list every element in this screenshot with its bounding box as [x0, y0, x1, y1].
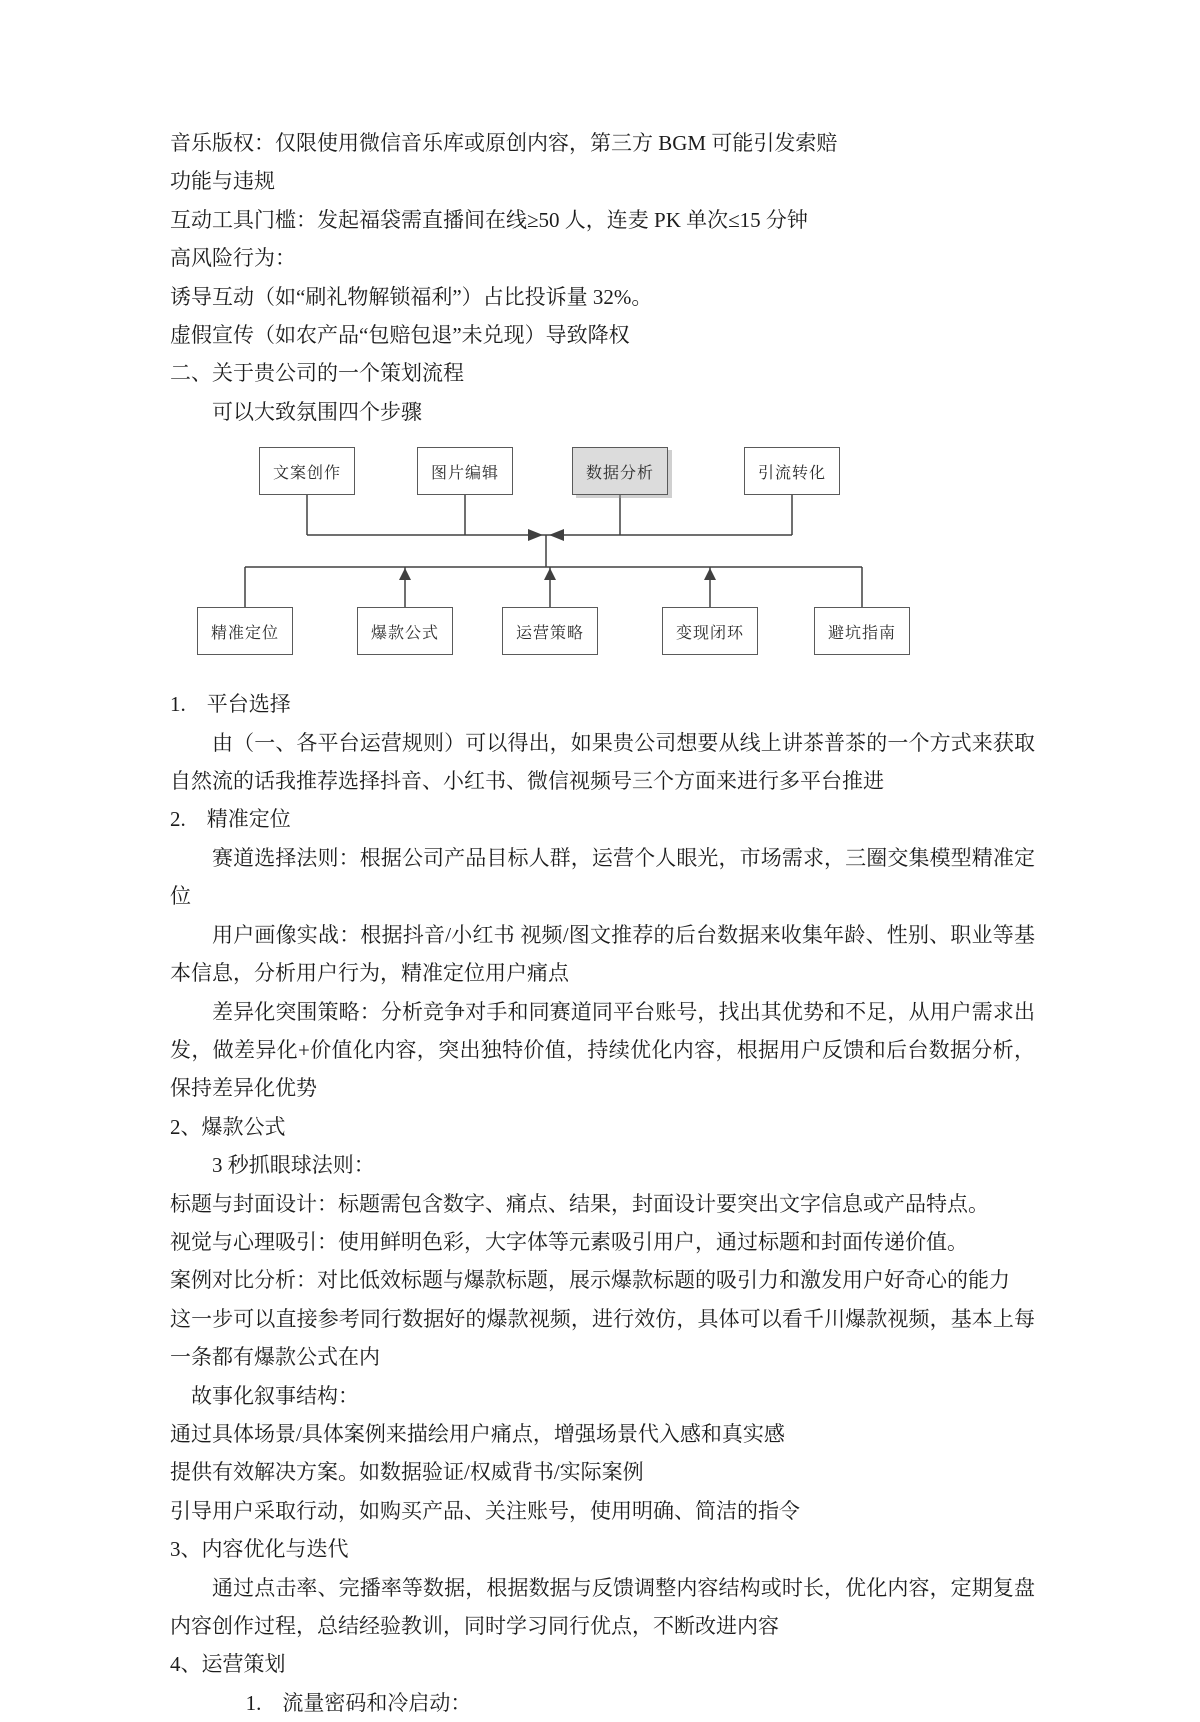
- flowchart-node-pitfall-guide: 避坑指南: [814, 607, 910, 655]
- flowchart-node-traffic-conversion: 引流转化: [744, 447, 840, 495]
- list-item-heading: 1. 流量密码和冷启动：: [245, 1690, 472, 1715]
- paragraph: 标题与封面设计：标题需包含数字、痛点、结果，封面设计要突出文字信息或产品特点。: [170, 1191, 989, 1216]
- flowchart-node-copywriting: 文案创作: [259, 447, 355, 495]
- paragraph: 通过具体场景/具体案例来描绘用户痛点，增强场景代入感和真实感: [170, 1421, 785, 1446]
- paragraph: 高风险行为：: [170, 246, 296, 271]
- flowchart-node-operation-strategy: 运营策略: [502, 607, 598, 655]
- list-item-heading: 3、内容优化与迭代: [170, 1537, 349, 1562]
- paragraph: 由（一、各平台运营规则）可以得出，如果贵公司想要从线上讲茶普茶的一个方式来获取自然流的话我推荐选择抖音、小红书、微信视频号三个方面来进行多平台推进: [170, 730, 1035, 794]
- paragraph: 互动工具门槛：发起福袋需直播间在线≥50 人，连麦 PK 单次≤15 分钟: [170, 207, 808, 232]
- paragraph: 引导用户采取行动，如购买产品、关注账号，使用明确、简洁的指令: [170, 1498, 800, 1523]
- list-item-heading: 4、运营策划: [170, 1652, 286, 1677]
- list-item-heading: 2、爆款公式: [170, 1114, 286, 1139]
- paragraph: 功能与违规: [170, 169, 275, 194]
- lower-text-block: [170, 685, 1035, 1722]
- upper-text-block: [170, 124, 1035, 431]
- paragraph: 这一步可以直接参考同行数据好的爆款视频，进行效仿，具体可以看千川爆款视频，基本上每一条都有爆款公式在内: [170, 1306, 1035, 1370]
- paragraph: 案例对比分析：对比低效标题与爆款标题，展示爆款标题的吸引力和激发用户好奇心的能力: [170, 1268, 1010, 1293]
- paragraph: 用户画像实战：根据抖音/小红书 视频/图文推荐的后台数据来收集年龄、性别、职业等基本信息，分析用户行为，精准定位用户痛点: [170, 922, 1035, 986]
- flowchart: [170, 447, 960, 659]
- section-heading: 二、关于贵公司的一个策划流程: [170, 361, 464, 386]
- flowchart-node-hit-formula: 爆款公式: [357, 607, 453, 655]
- arrowheads: [399, 529, 716, 580]
- paragraph: 3 秒抓眼球法则：: [212, 1153, 375, 1178]
- paragraph: 故事化叙事结构：: [191, 1383, 359, 1408]
- paragraph: 差异化突围策略：分析竞争对手和同赛道同平台账号，找出其优势和不足，从用户需求出发，做差异化+价值化内容，突出独特价值，持续优化内容，根据用户反馈和后台数据分析，保持差异化优势: [170, 999, 1035, 1101]
- paragraph: 虚假宣传（如农产品“包赔包退”未兑现）导致降权: [170, 323, 630, 348]
- flowchart-node-monetization-loop: 变现闭环: [662, 607, 758, 655]
- paragraph: 可以大致氛围四个步骤: [212, 399, 422, 424]
- paragraph: 视觉与心理吸引：使用鲜明色彩，大字体等元素吸引用户，通过标题和封面传递价值。: [170, 1229, 968, 1254]
- list-item-heading: 1. 平台选择: [170, 692, 291, 717]
- paragraph: 提供有效解决方案。如数据验证/权威背书/实际案例: [170, 1460, 644, 1485]
- list-item-heading: 2. 精准定位: [170, 807, 291, 832]
- paragraph: 音乐版权：仅限使用微信音乐库或原创内容，第三方 BGM 可能引发索赔: [170, 131, 838, 155]
- paragraph: 通过点击率、完播率等数据，根据数据与反馈调整内容结构或时长，优化内容，定期复盘内容创作过程，总结经验教训，同时学习同行优点，不断改进内容: [170, 1575, 1035, 1638]
- paragraph: 赛道选择法则：根据公司产品目标人群，运营个人眼光，市场需求，三圈交集模型精准定位: [170, 845, 1035, 909]
- flowchart-node-image-editing: 图片编辑: [417, 447, 513, 495]
- flowchart-node-precise-positioning: 精准定位: [197, 607, 293, 655]
- flowchart-node-data-analysis: 数据分析: [572, 447, 668, 495]
- paragraph: 诱导互动（如“刷礼物解锁福利”）占比投诉量 32%。: [170, 284, 653, 309]
